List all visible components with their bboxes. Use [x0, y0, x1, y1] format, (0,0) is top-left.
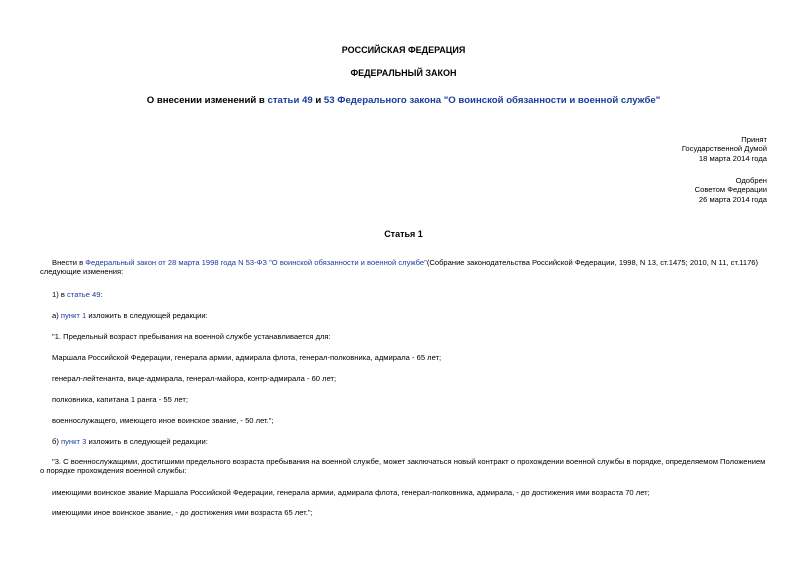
paragraph-8: имеющими иное воинское звание, - до достижения ими возраста 65 лет."; [52, 508, 313, 517]
article-intro [40, 258, 768, 277]
item-1-prefix: 1) в [52, 290, 68, 299]
subitem-b-suffix: изложить в следующей редакции: [86, 437, 208, 446]
subitem-a-prefix: а) [52, 311, 61, 320]
subitem-b-link[interactable]: пункт 3 [61, 437, 87, 446]
approval-line-1: Одобрен [735, 176, 767, 185]
intro-prefix: Внести в [52, 258, 86, 267]
subitem-b [40, 437, 780, 446]
paragraph-6: "3. С военнослужащими, достигшими предельного возраста пребывания на военной службе, может заключаться новый контракт о прохождении военной службы в порядке, определяемом Положением о порядке прохождения военной службы: [40, 457, 766, 476]
adoption-line-2: Государственной Думой [681, 144, 767, 154]
approval-line-3: 26 марта 2014 года [698, 194, 767, 204]
doc-type-heading: ФЕДЕРАЛЬНЫЙ ЗАКОН [350, 68, 457, 78]
subitem-b-prefix: б) [52, 437, 61, 446]
title-mid: и [312, 95, 324, 106]
title-link-law[interactable]: 53 Федерального закона "О воинской обязанности и военной службе" [323, 95, 661, 106]
paragraph-4: полковника, капитана 1 ранга - 55 лет; [52, 395, 188, 404]
paragraph-2: Маршала Российской Федерации, генерала армии, адмирала флота, генерал-полковника, адмирала - 65 лет; [52, 353, 442, 362]
adoption-line-3: 18 марта 2014 года [698, 153, 767, 163]
approval-line-2: Советом Федерации [694, 185, 767, 195]
paragraph-7: имеющими воинское звание Маршала Российской Федерации, генерала армии, адмирала флота, генерал-полковника, адмирала, - до достижения ими возраста 70 лет; [52, 488, 650, 497]
country-heading: РОССИЙСКАЯ ФЕДЕРАЦИЯ [341, 45, 466, 55]
adoption-line-1: Принят [741, 135, 767, 144]
paragraph-1: "1. Предельный возраст пребывания на военной службе устанавливается для: [52, 332, 331, 341]
document-title [0, 95, 807, 107]
article-heading: Статья 1 [384, 229, 423, 239]
item-1-suffix: : [100, 290, 103, 299]
subitem-a-suffix: изложить в следующей редакции: [86, 311, 208, 320]
adoption-block [567, 135, 767, 163]
item-1 [40, 290, 780, 299]
subitem-a [40, 311, 780, 320]
subitem-a-link[interactable]: пункт 1 [60, 311, 87, 320]
intro-law-link[interactable]: Федеральный закон от 28 марта 1998 года N 53-ФЗ "О воинской обязанности и военной службе" [85, 258, 427, 267]
approval-block [567, 176, 767, 204]
title-link-article-49[interactable]: статьи 49 [267, 95, 313, 106]
item-1-link[interactable]: статье 49 [67, 290, 101, 299]
paragraph-5: военнослужащего, имеющего иное воинское звание, - 50 лет."; [52, 416, 274, 425]
title-prefix: О внесении изменений в [146, 95, 268, 106]
paragraph-3: генерал-лейтенанта, вице-адмирала, генерал-майора, контр-адмирала - 60 лет; [52, 374, 337, 383]
intro-suffix: (Собрание законодательства Российской Федерации, 1998, N 13, ст.1475; 2010, N 11, ст.1176) следующие изменения: [40, 258, 759, 277]
